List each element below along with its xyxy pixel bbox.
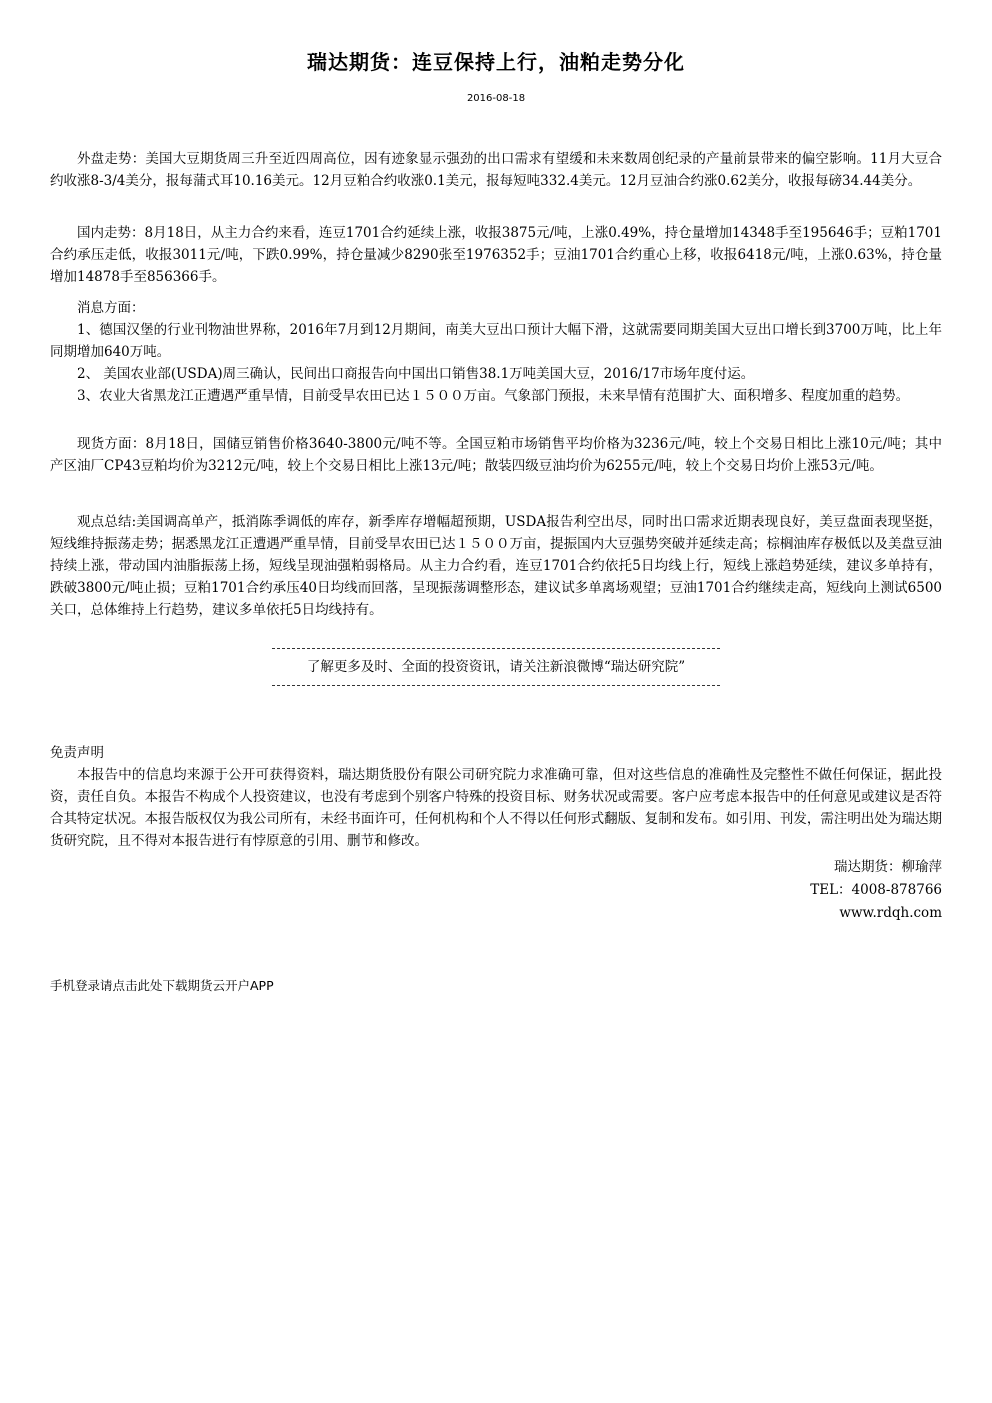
disclaimer-heading: 免责声明 xyxy=(50,745,104,761)
news-item: 1、德国汉堡的行业刊物油世界称，2016年7月到12月期间，南美大豆出口预计大幅下滑，这就需要同期美国大豆出口增长到3700万吨，比上年同期增加640万吨。 xyxy=(50,322,942,360)
disclaimer xyxy=(50,742,942,852)
signature-block xyxy=(810,856,942,925)
signature-author: 瑞达期货：柳瑜萍 xyxy=(834,859,942,875)
dashed-divider xyxy=(272,648,720,649)
section-news xyxy=(50,297,942,407)
section-view xyxy=(50,511,942,621)
dashed-divider xyxy=(272,685,720,686)
view-text: 观点总结:美国调高单产，抵消陈季调低的库存，新季库存增幅超预期，USDA报告利空出尽，同时出口需求近期表现良好，美豆盘面表现坚挺，短线维持振荡走势；据悉黑龙江正遭遇严重旱情，目前受旱农田已达１５００万亩，提振国内大豆强势突破并延续走高；棕榈油库存极低以及美盘豆油持续上涨，带动国内油脂振荡上扬，短线呈现油强粕弱格局。从主力合约看，连豆1701合约依托5日均线上行，短线上涨趋势延续，建议多单持有，跌破3800元/吨止损；豆粕1701合约承压40日均线而回落，呈现振荡调整形态，建议试多单离场观望；豆油1701合约继续走高，短线向上测试6500关口，总体维持上行趋势，建议多单依托5日均线持有。 xyxy=(50,514,942,618)
section-domestic xyxy=(50,222,942,288)
disclaimer-body: 本报告中的信息均来源于公开可获得资料，瑞达期货股份有限公司研究院力求准确可靠，但对这些信息的准确性及完整性不做任何保证，据此投资，责任自负。本报告不构成个人投资建议，也没有考虑到个别客户特殊的投资目标、财务状况或需要。客户应考虑本报告中的任何意见或建议是否符合其特定状况。本报告版权仅为我公司所有，未经书面许可，任何机构和个人不得以任何形式翻版、复制和发布。如引用、刊发，需注明出处为瑞达期货研究院，且不得对本报告进行有悖原意的引用、删节和修改。 xyxy=(50,767,942,849)
signature-website[interactable]: www.rdqh.com xyxy=(839,905,942,921)
weibo-promo xyxy=(0,648,992,686)
signature-tel: TEL：4008-878766 xyxy=(810,882,942,898)
overseas-text: 外盘走势：美国大豆期货周三升至近四周高位，因有迹象显示强劲的出口需求有望缓和未来数周创纪录的产量前景带来的偏空影响。11月大豆合约收涨8-3/4美分，报每蒲式耳10.16美元。12月豆粕合约收涨0.1美元，报每短吨332.4美元。12月豆油合约涨0.62美分，收报每磅34.44美分。 xyxy=(50,151,942,189)
domestic-text: 国内走势：8月18日，从主力合约来看，连豆1701合约延续上涨，收报3875元/吨，上涨0.49%，持仓量增加14348手至195646手；豆粕1701合约承压走低，收报3011元/吨，下跌0.99%，持仓量减少8290张至1976352手；豆油1701合约重心上移，收报6418元/吨，上涨0.63%，持仓量增加14878手至856366手。 xyxy=(50,225,942,285)
weibo-promo-text: 了解更多及时、全面的投资资讯，请关注新浪微博“瑞达研究院” xyxy=(306,659,686,675)
section-overseas xyxy=(50,148,942,192)
app-download-link[interactable]: 手机登录请点击此处下载期货云开户APP xyxy=(50,978,274,993)
news-item: 3、农业大省黑龙江正遭遇严重旱情，目前受旱农田已达１５００万亩。气象部门预报，未来旱情有范围扩大、面积增多、程度加重的趋势。 xyxy=(77,388,910,404)
report-title: 瑞达期货：连豆保持上行，油粕走势分化 xyxy=(307,50,685,74)
spot-text: 现货方面：8月18日，国储豆销售价格3640-3800元/吨不等。全国豆粕市场销售平均价格为3236元/吨，较上个交易日相比上涨10元/吨；其中产区油厂CP43豆粕均价为3212元/吨，较上个交易日相比上涨13元/吨；散装四级豆油均价为6255元/吨，较上个交易日均价上涨53元/吨。 xyxy=(50,436,942,474)
news-heading: 消息方面： xyxy=(77,300,145,316)
section-spot xyxy=(50,433,942,477)
report-date: 2016-08-18 xyxy=(466,93,526,104)
news-item: 2、 美国农业部(USDA)周三确认，民间出口商报告向中国出口销售38.1万吨美国大豆，2016/17市场年度付运。 xyxy=(77,366,755,382)
